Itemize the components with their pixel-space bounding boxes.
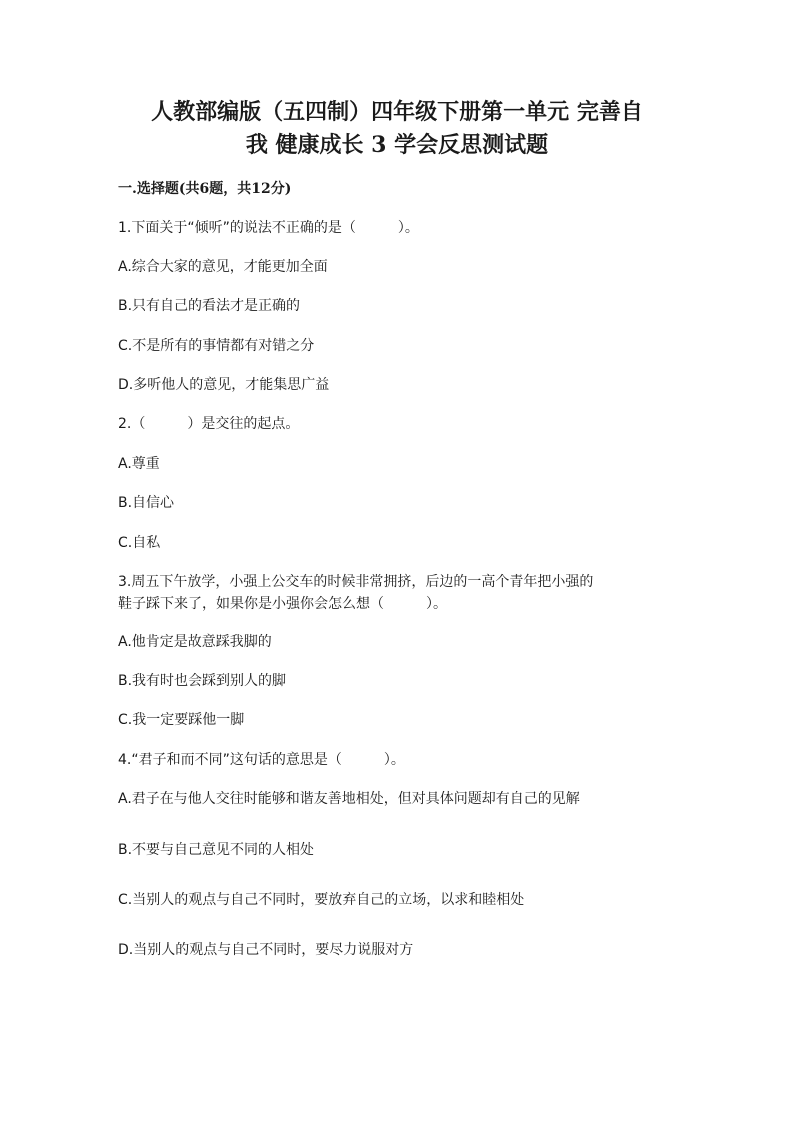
question-1-option-a: A.综合大家的意见，才能更加全面 (118, 259, 328, 275)
question-2-stem: 2.（ ）是交往的起点。 (118, 416, 300, 432)
question-1-stem: 1.下面关于“倾听”的说法不正确的是（ ）。 (118, 220, 419, 236)
document-title-line-2: 我 健康成长 3 学会反思测试题 (245, 132, 549, 158)
question-2-option-c: C.自私 (118, 535, 161, 551)
question-3-stem-line-2: 鞋子踩下来了，如果你是小强你会怎么想（ ）。 (118, 596, 447, 612)
question-3-stem-line-1: 3.周五下午放学，小强上公交车的时候非常拥挤，后边的一高个青年把小强的 (118, 574, 594, 590)
question-4-option-c: C.当别人的观点与自己不同时，要放弃自己的立场，以求和睦相处 (118, 892, 525, 908)
question-4-option-d: D.当别人的观点与自己不同时，要尽力说服对方 (118, 942, 414, 958)
question-3-option-b: B.我有时也会踩到别人的脚 (118, 673, 287, 689)
question-4-option-a: A.君子在与他人交往时能够和谐友善地相处，但对具体问题却有自己的见解 (118, 791, 580, 807)
question-3-option-c: C.我一定要踩他一脚 (118, 712, 245, 728)
question-1-option-d: D.多听他人的意见，才能集思广益 (118, 377, 330, 393)
question-3-option-a: A.他肯定是故意踩我脚的 (118, 634, 272, 650)
question-4-option-b: B.不要与自己意见不同的人相处 (118, 842, 315, 858)
question-4-stem: 4.“君子和而不同”这句话的意思是（ ）。 (118, 752, 405, 768)
question-1-option-c: C.不是所有的事情都有对错之分 (118, 338, 315, 354)
document-title-line-1: 人教部编版（五四制）四年级下册第一单元 完善自 (151, 99, 643, 125)
section-heading: 一.选择题(共6题，共12分) (118, 181, 292, 197)
question-2-option-b: B.自信心 (118, 495, 175, 511)
question-2-option-a: A.尊重 (118, 456, 160, 472)
question-1-option-b: B.只有自己的看法才是正确的 (118, 298, 301, 314)
